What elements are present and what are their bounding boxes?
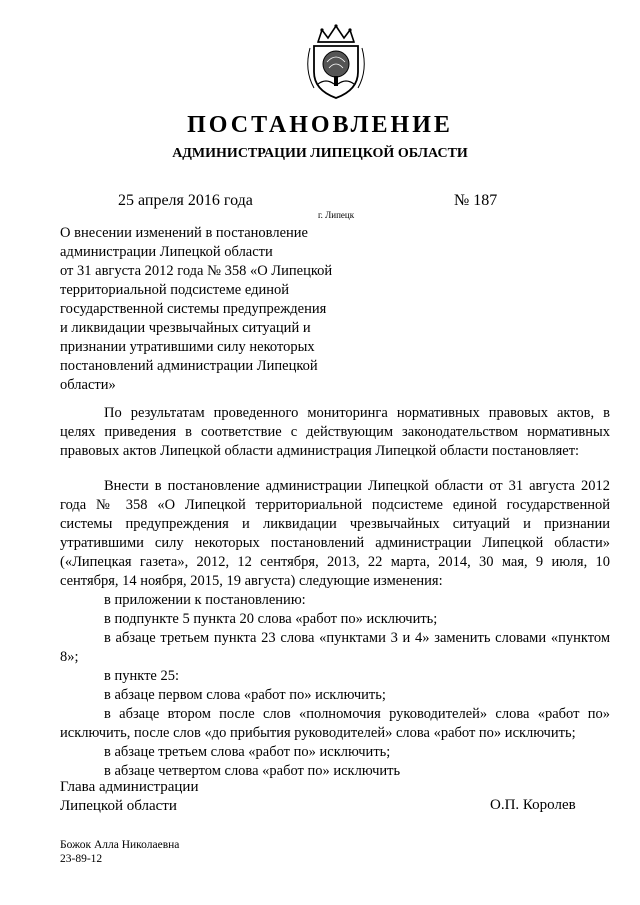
signatory-position-line: Липецкой области: [60, 798, 177, 814]
executor-name: Божок Алла Николаевна: [60, 839, 180, 851]
document-city: г. Липецк: [318, 210, 355, 220]
subject-line: и ликвидации чрезвычайных ситуаций и: [60, 320, 311, 336]
signatory-position: [60, 778, 198, 816]
lipetsk-coat-of-arms-icon: [300, 22, 372, 102]
body-paragraph: в абзаце первом слова «работ по» исключить;: [104, 687, 386, 703]
subject-line: от 31 августа 2012 года № 358 «О Липецкой: [60, 263, 333, 279]
document-subject: [60, 224, 360, 395]
signatory-name: О.П. Королев: [490, 797, 576, 813]
body-paragraph: в подпункте 5 пункта 20 слова «работ по» исключить;: [104, 611, 438, 627]
document-issuer: АДМИНИСТРАЦИИ ЛИПЕЦКОЙ ОБЛАСТИ: [172, 146, 468, 161]
document-number: № 187: [454, 192, 498, 209]
subject-line: территориальной подсистеме единой: [60, 282, 290, 298]
signatory-position-line: Глава администрации: [60, 779, 199, 795]
subject-line: признании утратившими силу некоторых: [60, 339, 315, 355]
document-title: ПОСТАНОВЛЕНИЕ: [187, 112, 453, 138]
subject-line: О внесении изменений в постановление: [60, 225, 308, 241]
body-paragraph: Внести в постановление администрации Липецкой области от 31 августа 2012 года № 358 «О Липецкой территориальной подсистеме единой государственной системы предупреждения и ликвидации чрезвычайных ситуаций и признании утратившими силу некоторых постановлений администрации Липецкой области» («Липецкая газета», 2012, 12 сентября, 2013, 22 марта, 2014, 30 мая, 9 июля, 10 сентября, 14 ноября, 2015, 19 августа) следующие изменения:: [60, 478, 610, 589]
subject-line: постановлений администрации Липецкой: [60, 358, 318, 374]
document-body: [60, 404, 610, 781]
subject-line: государственной системы предупреждения: [60, 301, 327, 317]
document-date: 25 апреля 2016 года: [118, 192, 253, 209]
body-paragraph: в абзаце четвертом слова «работ по» исключить: [104, 763, 401, 779]
body-paragraph: в приложении к постановлению:: [104, 592, 306, 608]
executor-block: [60, 838, 179, 866]
subject-line: области»: [60, 377, 116, 393]
subject-line: администрации Липецкой области: [60, 244, 273, 260]
executor-phone: 23-89-12: [60, 853, 103, 865]
body-paragraph: По результатам проведенного мониторинга нормативных правовых актов, в целях приведения в соответствие с действующим законодательством нормативных правовых актов Липецкой области администрация Липецкой области постановляет:: [60, 405, 610, 459]
body-paragraph: в абзаце третьем слова «работ по» исключить;: [104, 744, 391, 760]
body-paragraph: в абзаце третьем пункта 23 слова «пунктами 3 и 4» заменить словами «пунктом 8»;: [60, 630, 610, 665]
body-paragraph: в пункте 25:: [104, 668, 180, 684]
body-paragraph: в абзаце втором после слов «полномочия руководителей» слова «работ по» исключить, после слов «до прибытия руководителей» слова «работ по» исключить;: [60, 706, 610, 741]
